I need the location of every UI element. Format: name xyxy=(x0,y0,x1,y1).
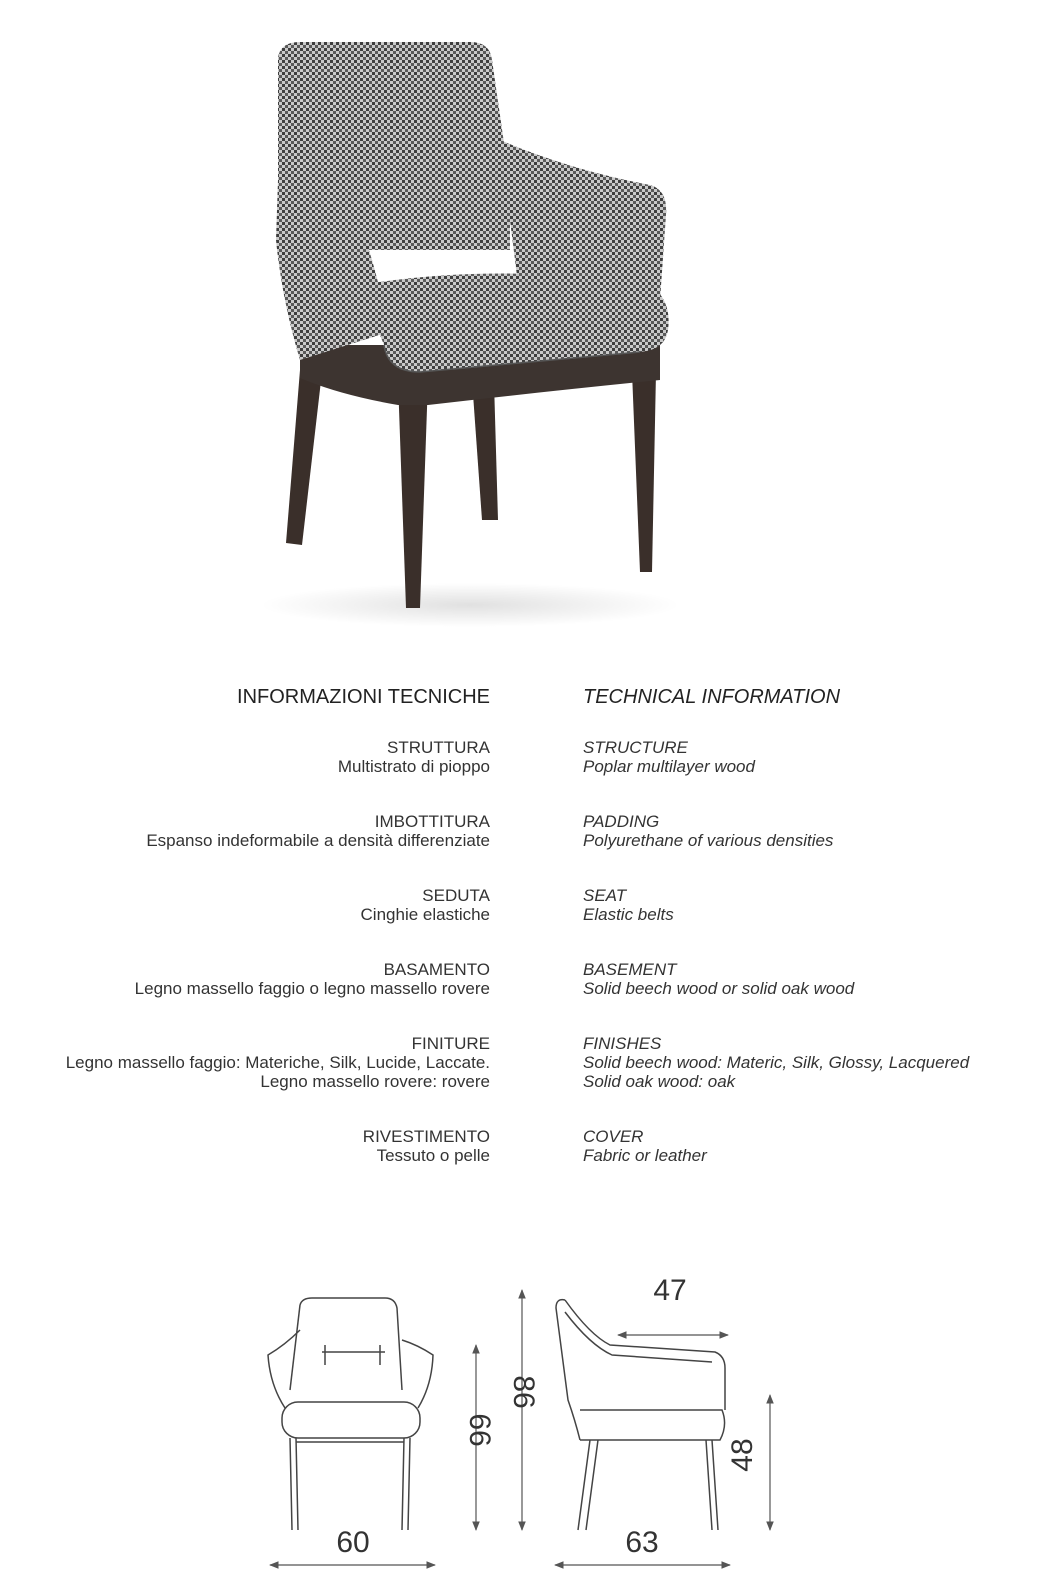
chair-photo xyxy=(0,0,1042,640)
dim-seat-depth: 47 xyxy=(653,1274,687,1307)
front-view-drawing xyxy=(268,1298,433,1530)
spec-title: STRUTTURA xyxy=(387,738,490,757)
spec-basement-it xyxy=(135,960,490,998)
chair-legs xyxy=(286,370,656,608)
spec-title: BASAMENTO xyxy=(383,960,490,979)
dim-side-depth: 63 xyxy=(625,1526,659,1559)
spec-finishes-en xyxy=(583,1034,969,1091)
spec-value: Solid beech wood: Materic, Silk, Glossy, Lacquered xyxy=(583,1053,970,1072)
spec-value: Espanso indeformabile a densità differenziate xyxy=(146,831,490,850)
dim-front-width: 60 xyxy=(336,1526,370,1559)
spec-value: Legno massello rovere: rovere xyxy=(260,1072,490,1091)
spec-title: FINITURE xyxy=(411,1034,490,1053)
spec-value: Fabric or leather xyxy=(583,1146,707,1165)
spec-value: Polyurethane of various densities xyxy=(583,831,834,850)
dim-seat-height: 66 xyxy=(463,1413,496,1447)
spec-value: Legno massello faggio: Materiche, Silk, Lucide, Laccate. xyxy=(65,1053,490,1072)
side-view-drawing xyxy=(556,1300,725,1530)
dim-total-height: 86 xyxy=(507,1375,540,1409)
spec-title: SEDUTA xyxy=(422,886,490,905)
spec-seat-it xyxy=(361,886,490,924)
heading-it: INFORMAZIONI TECNICHE xyxy=(237,686,490,708)
spec-title: IMBOTTITURA xyxy=(374,812,490,831)
spec-basement-en xyxy=(583,960,854,998)
spec-value: Solid oak wood: oak xyxy=(583,1072,736,1091)
spec-value: Tessuto o pelle xyxy=(376,1146,490,1165)
spec-seat-en xyxy=(583,886,674,924)
heading-en: TECHNICAL INFORMATION xyxy=(583,686,841,708)
spec-structure-it xyxy=(338,738,490,776)
spec-title: BASEMENT xyxy=(583,960,677,979)
spec-padding-it xyxy=(146,812,490,850)
spec-title: COVER xyxy=(583,1127,644,1146)
spec-finishes-it xyxy=(66,1034,490,1091)
spec-value: Solid beech wood or solid oak wood xyxy=(583,979,855,998)
spec-title: FINISHES xyxy=(583,1034,662,1053)
spec-title: PADDING xyxy=(583,812,660,831)
spec-value: Legno massello faggio o legno massello rovere xyxy=(134,979,490,998)
spec-value: Poplar multilayer wood xyxy=(583,757,755,776)
spec-value: Cinghie elastiche xyxy=(360,905,490,924)
spec-cover-en xyxy=(583,1127,707,1165)
spec-cover-it xyxy=(363,1127,490,1165)
spec-value: Multistrato di pioppo xyxy=(337,757,490,776)
spec-title: SEAT xyxy=(583,886,627,905)
spec-value: Elastic belts xyxy=(583,905,674,924)
spec-padding-en xyxy=(583,812,833,850)
spec-title: RIVESTIMENTO xyxy=(362,1127,490,1146)
dim-arm-height: 48 xyxy=(726,1438,759,1472)
spec-structure-en xyxy=(583,738,755,776)
spec-title: STRUCTURE xyxy=(583,738,688,757)
